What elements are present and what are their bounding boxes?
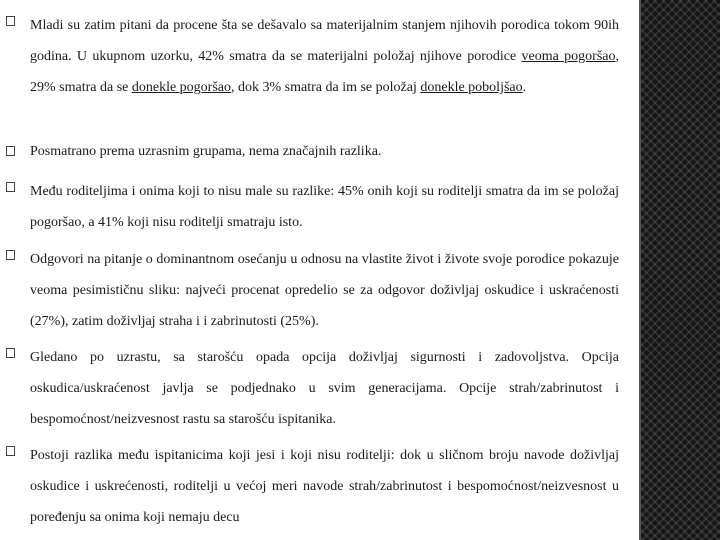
bullet-item [6,244,619,337]
bullet-text-part: . [522,80,527,95]
underlined-phrase: donekle poboljšao [420,80,523,95]
square-bullet-icon [6,182,15,192]
bullet-text-part: , 29% smatra da se [30,49,619,95]
bullet-text-part: Mladi su zatim pitani da procene šta se dešavalo sa materijalnim stanjem njihovih porodica tokom 90ih godina. U ukupnom uzorku, 42% smatra da se materijalni položaj njihove porodice [30,18,619,64]
square-bullet-icon [6,16,15,26]
bullet-text [30,10,619,103]
bullet-text: Gledano po uzrastu, sa starošću opada opcija doživljaj sigurnosti i zadovoljstva. Opcija oskudica/uskraćenost javlja se podjednako u svim generacijama. Opcije strah/zabrinutost i bespomoćnost/neizvesnost rastu sa starošću ispitanika. [30,350,619,427]
bullet-text: Odgovori na pitanje o dominantnom osećanju u odnosu na vlastite život i živote svoje porodice pokazuje veoma pesimističnu sliku: najveći procenat opredelio se za odgovor doživljaj oskudice i uskraćenosti (27%), zatim doživljaj straha i i zabrinutosti (25%). [30,252,619,329]
square-bullet-icon [6,146,15,156]
bullet-text: Posmatrano prema uzrasnim grupama, nema značajnih razlika. [30,144,382,159]
bullet-text-part: , dok 3% smatra da im se položaj [231,80,421,95]
underlined-phrase: veoma pogoršao [521,49,616,64]
bullet-text: Postoji razlika među ispitanicima koji jesi i koji nisu roditelji: dok u sličnom broju navode doživljaj oskudice i uskrećenosti, roditelji u većoj meri navode strah/zabrinutost i bespomoćnost/neizvesnost u poređenju sa onima koji nemaju decu [30,448,619,525]
bullet-item [6,176,619,238]
bullet-item [6,10,619,103]
square-bullet-icon [6,348,15,358]
square-bullet-icon [6,446,15,456]
bullet-item [6,342,619,435]
bullet-text: Među roditeljima i onima koji to nisu male su razlike: 45% onih koji su roditelji smatra da im se položaj pogoršao, a 41% koji nisu roditelji smatraju isto. [30,184,619,230]
bullet-item [6,140,619,164]
bullet-item [6,440,619,533]
square-bullet-icon [6,250,15,260]
underlined-phrase: donekle pogoršao [131,80,232,95]
decorative-sidebar [641,0,720,540]
